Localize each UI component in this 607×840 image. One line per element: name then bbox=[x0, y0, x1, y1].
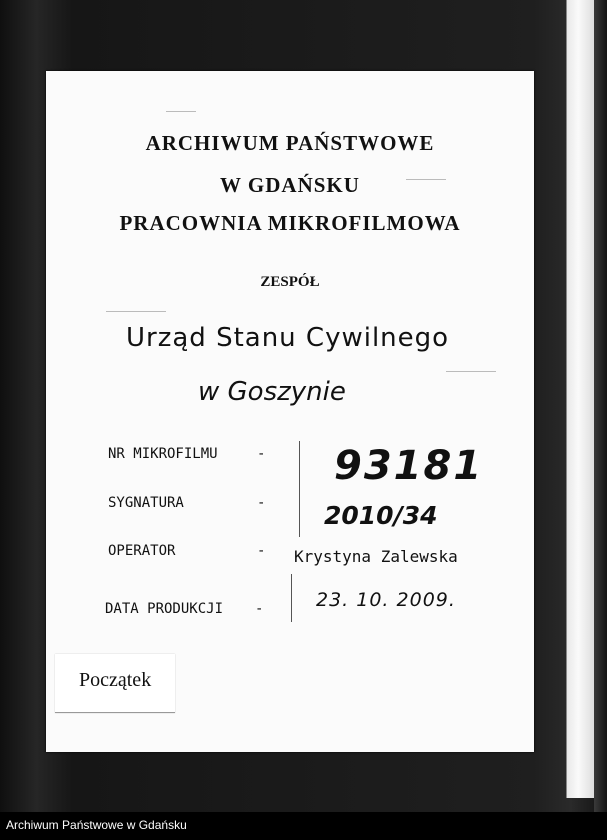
footer-bar bbox=[0, 812, 607, 840]
header-line-3: PRACOWNIA MIKROFILMOWA bbox=[119, 211, 461, 235]
film-edge-shadow bbox=[594, 0, 607, 812]
zespol-name-line-1: Urząd Stanu Cywilnego bbox=[126, 323, 450, 353]
value-divider-bottom bbox=[291, 574, 292, 622]
zespol-label: ZESPÓŁ bbox=[260, 274, 320, 290]
header-line-1: ARCHIWUM PAŃSTWOWE bbox=[145, 131, 435, 155]
operator-separator: - bbox=[257, 543, 266, 559]
start-label: Początek bbox=[79, 669, 152, 691]
target-card bbox=[46, 71, 534, 752]
data-produkcji-label: DATA PRODUKCJI bbox=[105, 601, 224, 617]
operator-value: Krystyna Zalewska bbox=[294, 547, 458, 566]
start-label-sticker bbox=[55, 654, 175, 713]
header-line-2: W GDAŃSKU bbox=[220, 173, 360, 197]
nr-mikrofilmu-label: NR MIKROFILMU bbox=[108, 446, 218, 462]
zespol-name-line-2: w Goszynie bbox=[198, 377, 346, 407]
nr-mikrofilmu-value: 93181 bbox=[334, 443, 484, 489]
film-edge-strip bbox=[566, 0, 595, 798]
operator-label: OPERATOR bbox=[108, 543, 176, 559]
sygnatura-label: SYGNATURA bbox=[108, 495, 184, 511]
nr-mikrofilmu-separator: - bbox=[257, 446, 266, 462]
value-divider-top bbox=[299, 441, 300, 537]
data-produkcji-value: 23. 10. 2009. bbox=[316, 589, 456, 611]
sygnatura-value: 2010/34 bbox=[324, 501, 438, 530]
footer-caption: Archiwum Państwowe w Gdańsku bbox=[6, 818, 187, 832]
sygnatura-separator: - bbox=[257, 495, 266, 511]
data-produkcji-separator: - bbox=[255, 601, 264, 617]
